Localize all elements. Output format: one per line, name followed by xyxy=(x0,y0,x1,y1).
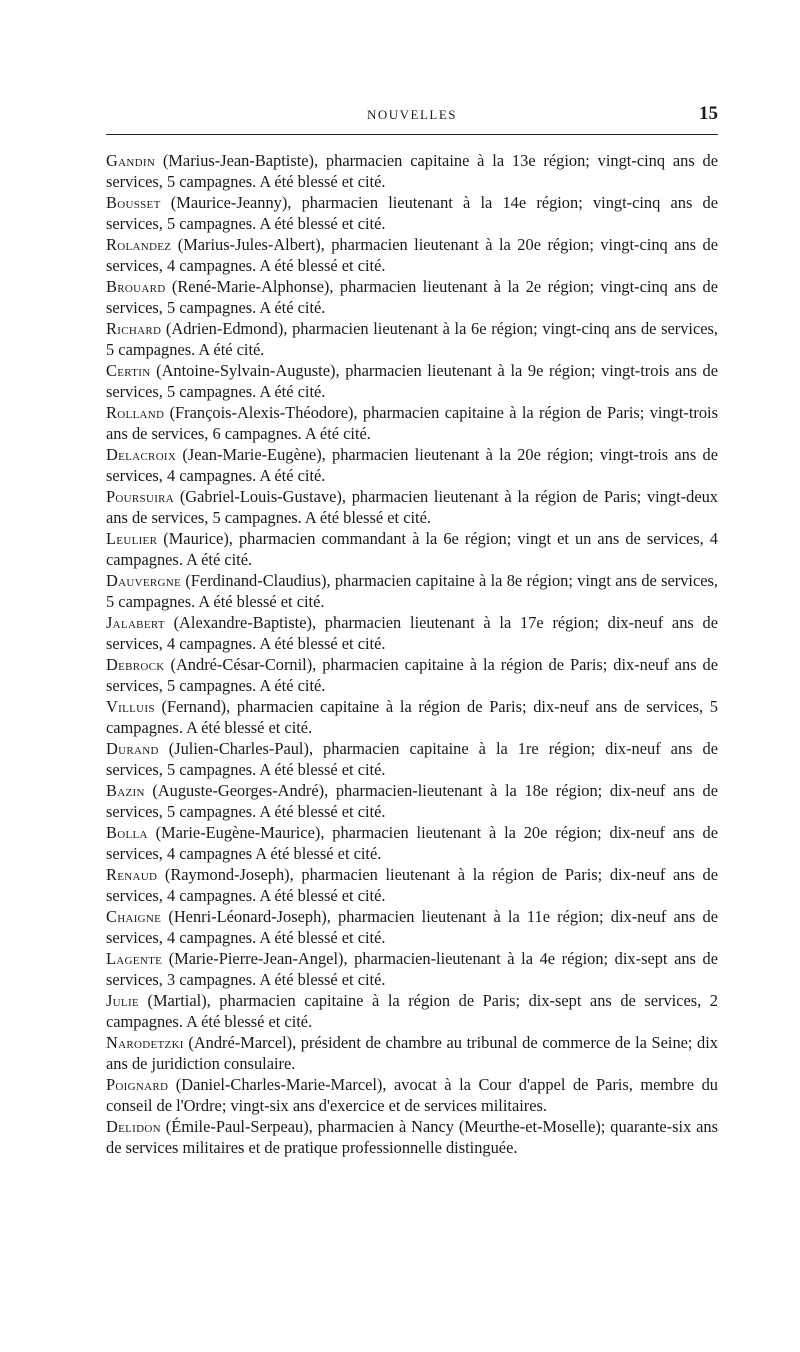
entry-brouard xyxy=(106,276,718,318)
entry-text: (Maurice-Jeanny), pharmacien lieutenant à la 14e région; vingt-cinq ans de services, 5 campagnes. A été blessé et cité. xyxy=(106,193,718,233)
entry-name: Narodetzki xyxy=(106,1033,184,1052)
entry-name: Richard xyxy=(106,319,162,338)
entry-name: Lagente xyxy=(106,949,163,968)
entry-name: Julie xyxy=(106,991,139,1010)
entry-rolandez xyxy=(106,234,718,276)
entry-text: (Marie-Pierre-Jean-Angel), pharmacien-lieutenant à la 4e région; dix-sept ans de services, 3 campagnes. A été blessé et cité. xyxy=(106,949,718,989)
entry-name: Bazin xyxy=(106,781,145,800)
entry-narodetzki xyxy=(106,1032,718,1074)
entry-gandin xyxy=(106,150,718,192)
entry-text: (Martial), pharmacien capitaine à la région de Paris; dix-sept ans de services, 2 campagnes. A été blessé et cité. xyxy=(106,991,718,1031)
entry-name: Certin xyxy=(106,361,151,380)
entry-text: (Émile-Paul-Serpeau), pharmacien à Nancy (Meurthe-et-Moselle); quarante-six ans de services militaires et de pratique professionnelle distinguée. xyxy=(106,1117,718,1157)
header-rule xyxy=(106,134,718,135)
entry-text: (Adrien-Edmond), pharmacien lieutenant à la 6e région; vingt-cinq ans de services, 5 campagnes. A été cité. xyxy=(106,319,718,359)
entry-text: (Maurice), pharmacien commandant à la 6e région; vingt et un ans de services, 4 campagnes. A été cité. xyxy=(106,529,718,569)
entry-bazin xyxy=(106,780,718,822)
entry-delacroix xyxy=(106,444,718,486)
entry-certin xyxy=(106,360,718,402)
entry-villuis xyxy=(106,696,718,738)
entry-text: (Ferdinand-Claudius), pharmacien capitaine à la 8e région; vingt ans de services, 5 campagnes. A été blessé et cité. xyxy=(106,571,718,611)
entry-poignard xyxy=(106,1074,718,1116)
entry-name: Poursuira xyxy=(106,487,175,506)
entry-text: (André-César-Cornil), pharmacien capitaine à la région de Paris; dix-neuf ans de services, 5 campagnes. A été cité. xyxy=(106,655,718,695)
entry-name: Dauvergne xyxy=(106,571,182,590)
entry-bousset xyxy=(106,192,718,234)
entry-name: Renaud xyxy=(106,865,158,884)
entry-chaigne xyxy=(106,906,718,948)
entry-durand xyxy=(106,738,718,780)
entry-jalabert xyxy=(106,612,718,654)
entry-text: (Antoine-Sylvain-Auguste), pharmacien lieutenant à la 9e région; vingt-trois ans de services, 5 campagnes. A été cité. xyxy=(106,361,718,401)
entry-text: (Daniel-Charles-Marie-Marcel), avocat à la Cour d'appel de Paris, membre du conseil de l'Ordre; vingt-six ans d'exercice et de services militaires. xyxy=(106,1075,718,1115)
entries-list xyxy=(106,150,718,1158)
page-number: 15 xyxy=(699,103,718,124)
entry-name: Durand xyxy=(106,739,159,758)
entry-name: Rolland xyxy=(106,403,165,422)
entry-text: (Auguste-Georges-André), pharmacien-lieutenant à la 18e région; dix-neuf ans de services, 5 campagnes. A été blessé et cité. xyxy=(106,781,718,821)
entry-name: Jalabert xyxy=(106,613,165,632)
entry-name: Brouard xyxy=(106,277,166,296)
entry-poursuira xyxy=(106,486,718,528)
entry-text: (Marius-Jules-Albert), pharmacien lieutenant à la 20e région; vingt-cinq ans de services, 4 campagnes. A été blessé et cité. xyxy=(106,235,718,275)
entry-text: (Marie-Eugène-Maurice), pharmacien lieutenant à la 20e région; dix-neuf ans de services, 4 campagnes A été blessé et cité. xyxy=(106,823,718,863)
entry-text: (André-Marcel), président de chambre au tribunal de commerce de la Seine; dix ans de juridiction consulaire. xyxy=(106,1033,718,1073)
entry-name: Leulier xyxy=(106,529,158,548)
entry-name: Villuis xyxy=(106,697,155,716)
entry-name: Gandin xyxy=(106,151,156,170)
entry-leulier xyxy=(106,528,718,570)
entry-text: (Jean-Marie-Eugène), pharmacien lieutenant à la 20e région; vingt-trois ans de services, 4 campagnes. A été cité. xyxy=(106,445,718,485)
page-header xyxy=(106,103,718,127)
entry-renaud xyxy=(106,864,718,906)
entry-text: (François-Alexis-Théodore), pharmacien capitaine à la région de Paris; vingt-trois ans de services, 6 campagnes. A été cité. xyxy=(106,403,718,443)
entry-text: (Raymond-Joseph), pharmacien lieutenant à la région de Paris; dix-neuf ans de services, 4 campagnes. A été blessé et cité. xyxy=(106,865,718,905)
entry-text: (Fernand), pharmacien capitaine à la région de Paris; dix-neuf ans de services, 5 campagnes. A été blessé et cité. xyxy=(106,697,718,737)
entry-julie xyxy=(106,990,718,1032)
entry-text: (Marius-Jean-Baptiste), pharmacien capitaine à la 13e région; vingt-cinq ans de services, 5 campagnes. A été blessé et cité. xyxy=(106,151,718,191)
entry-name: Rolandez xyxy=(106,235,172,254)
entry-bolla xyxy=(106,822,718,864)
entry-dauvergne xyxy=(106,570,718,612)
entry-lagente xyxy=(106,948,718,990)
entry-text: (René-Marie-Alphonse), pharmacien lieutenant à la 2e région; vingt-cinq ans de services, 5 campagnes. A été cité. xyxy=(106,277,718,317)
entry-text: (Gabriel-Louis-Gustave), pharmacien lieutenant à la région de Paris; vingt-deux ans de services, 5 campagnes. A été blessé et cité. xyxy=(106,487,718,527)
entry-name: Bousset xyxy=(106,193,161,212)
entry-text: (Henri-Léonard-Joseph), pharmacien lieutenant à la 11e région; dix-neuf ans de services, 4 campagnes. A été blessé et cité. xyxy=(106,907,718,947)
entry-name: Debrock xyxy=(106,655,165,674)
entry-richard xyxy=(106,318,718,360)
entry-text: (Julien-Charles-Paul), pharmacien capitaine à la 1re région; dix-neuf ans de services, 5 campagnes. A été blessé et cité. xyxy=(106,739,718,779)
entry-name: Bolla xyxy=(106,823,148,842)
entry-delidon xyxy=(106,1116,718,1158)
entry-rolland xyxy=(106,402,718,444)
entry-name: Poignard xyxy=(106,1075,169,1094)
entry-name: Delacroix xyxy=(106,445,177,464)
entry-name: Delidon xyxy=(106,1117,161,1136)
entry-text: (Alexandre-Baptiste), pharmacien lieutenant à la 17e région; dix-neuf ans de services, 4 campagnes. A été blessé et cité. xyxy=(106,613,718,653)
running-head: NOUVELLES xyxy=(366,107,458,122)
entry-name: Chaigne xyxy=(106,907,162,926)
entry-debrock xyxy=(106,654,718,696)
